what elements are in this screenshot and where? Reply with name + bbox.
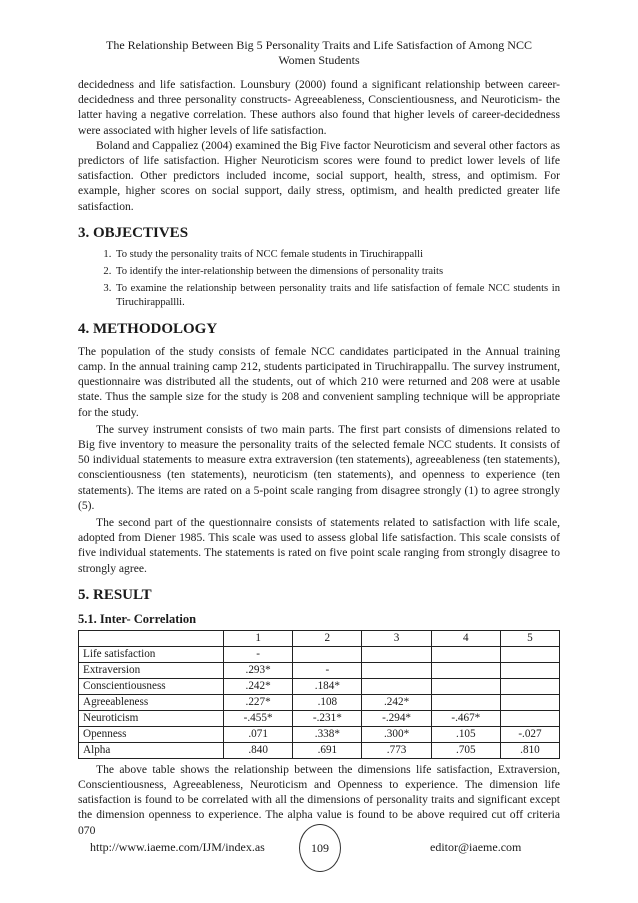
table-cell: .691: [293, 742, 362, 758]
running-header-line-1: The Relationship Between Big 5 Personality Traits and Life Satisfaction of Among NCC: [106, 38, 532, 52]
table-cell: [362, 662, 431, 678]
table-cell: .705: [431, 742, 500, 758]
table-cell: -.467*: [431, 710, 500, 726]
table-cell: [500, 678, 559, 694]
table-cell: [431, 646, 500, 662]
table-row: [79, 710, 560, 726]
table-header-cell: [79, 630, 224, 646]
table-cell: .242*: [362, 694, 431, 710]
table-row: [79, 678, 560, 694]
table-row-label: Agreeableness: [79, 694, 224, 710]
table-cell: .810: [500, 742, 559, 758]
objective-item: 2. To identify the inter-relationship between the dimensions of personality traits: [114, 265, 560, 279]
table-cell: -: [293, 662, 362, 678]
table-cell: [500, 710, 559, 726]
table-row-label: Openness: [79, 726, 224, 742]
table-row-label: Neuroticism: [79, 710, 224, 726]
table-cell: [500, 646, 559, 662]
table-cell: .227*: [224, 694, 293, 710]
objectives-heading: 3. OBJECTIVES: [78, 224, 189, 241]
table-cell: [500, 662, 559, 678]
table-row-label: Extraversion: [79, 662, 224, 678]
table-cell: [431, 662, 500, 678]
table-cell: .105: [431, 726, 500, 742]
correlation-table: [78, 630, 560, 759]
methodology-paragraph-2: The survey instrument consists of two main parts. The first part consists of dimensions related to Big five inventory to measure the personality traits of the selected female NCC students. It consists of 50 individual statements to measure extra extraversion (ten statements), agreeableness (ten statements), conscientiousness (ten statements), neuroticism (ten statements), and openness to experience (ten statements). The items are rated on a 5-point scale ranging from disagree strongly (1) to agree strongly (5).: [78, 422, 560, 512]
result-heading: 5. RESULT: [78, 586, 152, 603]
table-cell: .071: [224, 726, 293, 742]
table-cell: .184*: [293, 678, 362, 694]
table-row: [79, 726, 560, 742]
result-subheading: 5.1. Inter- Correlation: [78, 611, 197, 626]
table-cell: .108: [293, 694, 362, 710]
table-cell: -.294*: [362, 710, 431, 726]
result-paragraph: The above table shows the relationship between the dimensions life satisfaction, Extraversion, Conscientiousness, Agreeableness, Neuroticism and Openness to experience. The dimension life satisfaction is found to be correlated with all the dimensions of personality traits and significant except the dimension openness to experience. The alpha value is found to be above required cut off criteria 070: [78, 762, 560, 837]
table-cell: -.231*: [293, 710, 362, 726]
table-header-cell: 3: [362, 630, 431, 646]
running-header-line-2: Women Students: [278, 53, 360, 67]
table-cell: [431, 678, 500, 694]
objective-item: 1. To study the personality traits of NCC female students in Tiruchirappalli: [114, 248, 560, 262]
footer-url-link[interactable]: http://www.iaeme.com/IJM/index.as: [90, 840, 265, 854]
table-cell: .338*: [293, 726, 362, 742]
table-cell: [431, 694, 500, 710]
objective-item: 3. To examine the relationship between personality traits and life satisfaction of female NCC students in Tiruchirappallli.: [114, 282, 560, 310]
footer-email-link[interactable]: editor@iaeme.com: [430, 840, 522, 854]
table-cell: [293, 646, 362, 662]
table-cell: [500, 694, 559, 710]
table-row-label: Alpha: [79, 742, 224, 758]
paragraph-continued: decidedness and life satisfaction. Lounsbury (2000) found a significant relationship between career-decidedness and three personality constructs- Agreeableness, Conscientiousness, and Neuroticism- the latter having a negative correlation. These authors also found that higher levels of career-decidedness were associated with higher levels of life satisfaction.: [78, 78, 560, 137]
table-cell: .840: [224, 742, 293, 758]
table-row-label: Life satisfaction: [79, 646, 224, 662]
methodology-heading: 4. METHODOLOGY: [78, 320, 218, 337]
body-text: [78, 77, 560, 838]
table-header-cell: 4: [431, 630, 500, 646]
table-cell: [362, 678, 431, 694]
table-cell: .242*: [224, 678, 293, 694]
table-header-cell: 2: [293, 630, 362, 646]
table-row: [79, 646, 560, 662]
table-cell: -.455*: [224, 710, 293, 726]
table-cell: .300*: [362, 726, 431, 742]
table-header-row: [79, 630, 560, 646]
table-cell: .773: [362, 742, 431, 758]
table-cell: .293*: [224, 662, 293, 678]
page-number: 109: [299, 824, 341, 872]
table-row-label: Conscientiousness: [79, 678, 224, 694]
running-header: [78, 38, 560, 68]
paragraph-boland: Boland and Cappaliez (2004) examined the Big Five factor Neuroticism and several other factors as predictors of life satisfaction. Higher Neuroticism scores were found to predict lower levels of life satisfaction. Other predictors included income, social support, health, stress, and optimism. For example, higher scores on social support, daily stress, optimism, and health predicted greater life satisfaction.: [78, 138, 560, 213]
table-header-cell: 5: [500, 630, 559, 646]
methodology-paragraph-3: The second part of the questionnaire consists of statements related to satisfaction with life scale, adopted from Diener 1985. This scale was used to assess global life satisfaction. This scale consists of five individual statements. The statements is rated on five point scale ranging from strongly disagree to strongly agree.: [78, 516, 560, 575]
methodology-paragraph-1: The population of the study consists of female NCC candidates participated in the Annual training camp. In the annual training camp 212, students participated in Tiruchirappallu. The survey instrument, questionnaire was distributed all the students, out of which 210 were returned and 208 were at usable state. Thus the sample size for the study is 208 and convenient sampling technique will be appropriate for the study.: [78, 344, 560, 419]
table-cell: [362, 646, 431, 662]
table-cell: -.027: [500, 726, 559, 742]
table-row: [79, 694, 560, 710]
table-cell: -: [224, 646, 293, 662]
table-row: [79, 662, 560, 678]
table-row: [79, 742, 560, 758]
objectives-list: [78, 248, 560, 310]
table-header-cell: 1: [224, 630, 293, 646]
